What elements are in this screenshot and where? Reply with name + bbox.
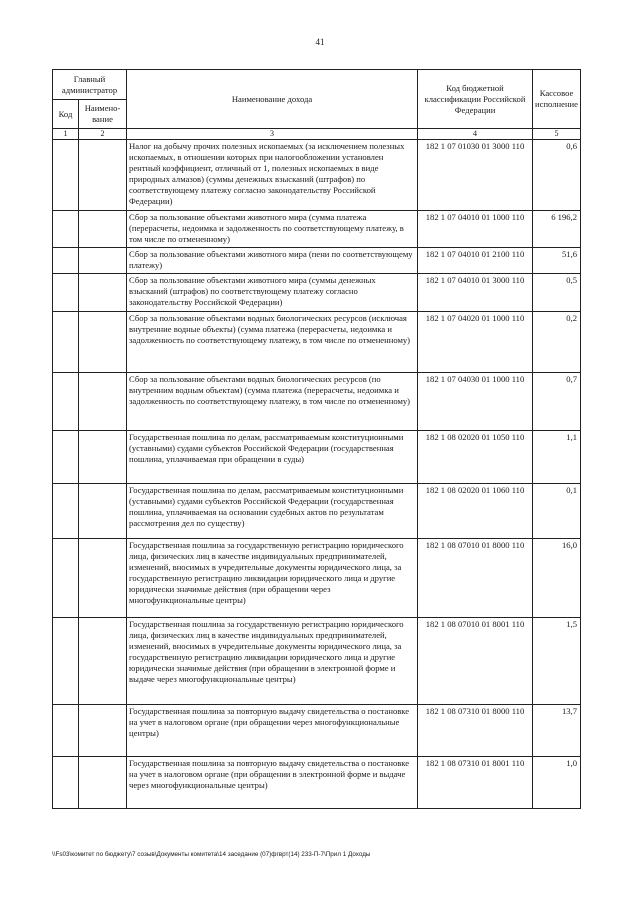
amount-cell: 16,0 — [533, 539, 581, 618]
table-row — [53, 484, 581, 539]
amount-cell: 1,5 — [533, 618, 581, 705]
budget-code-cell: 182 1 08 07310 01 8000 110 — [418, 705, 533, 757]
table-row — [53, 274, 581, 312]
income-table — [52, 69, 581, 809]
amount-cell: 0,5 — [533, 274, 581, 312]
income-name-cell: Государственная пошлина по делам, рассматриваемым конституционными (уставными) судами субъектов Российской Федерации (государственная пошлина, уплачиваемая при обращении в суды) — [127, 431, 418, 484]
table-row — [53, 431, 581, 484]
budget-code-cell: 182 1 07 04020 01 1000 110 — [418, 312, 533, 373]
amount-cell: 0,1 — [533, 484, 581, 539]
col-number: 1 — [53, 129, 79, 140]
budget-code-cell: 182 1 07 01030 01 3000 110 — [418, 140, 533, 211]
header-admin-group: Главный администратор — [53, 70, 127, 100]
header-admin-code: Код — [53, 100, 79, 129]
admin-code-cell — [53, 373, 79, 431]
page-number: 41 — [315, 37, 325, 47]
amount-cell: 6 196,2 — [533, 211, 581, 248]
income-name-cell: Государственная пошлина за повторную выдачу свидетельства о постановке на учет в налоговом органе (при обращении в электронной форме и выдаче через многофункциональные центры) — [127, 757, 418, 809]
income-name-cell: Государственная пошлина за повторную выдачу свидетельства о постановке на учет в налоговом органе (при обращении через многофункциональные центры) — [127, 705, 418, 757]
budget-code-cell: 182 1 07 04030 01 1000 110 — [418, 373, 533, 431]
income-name-cell: Государственная пошлина за государственную регистрацию юридического лица, физических лиц в качестве индивидуальных предпринимателей, изменений, вносимых в учредительные документы юридического лица, за государственную регистрацию ликвидации юридического лица и другие юридически значимые действия (при обращении в электронной форме и выдаче через многофункциональные центры) — [127, 618, 418, 705]
header-cash-execution: Кассовое исполнение — [533, 70, 581, 129]
col-number: 3 — [127, 129, 418, 140]
budget-code-cell: 182 1 08 02020 01 1050 110 — [418, 431, 533, 484]
admin-name-cell — [79, 539, 127, 618]
table-row — [53, 757, 581, 809]
admin-name-cell — [79, 618, 127, 705]
admin-code-cell — [53, 248, 79, 274]
file-path-footer: \\Fs03\комитет по бюджету\7 созыв\Документы комитета\14 заседание (07)фгврт(14) 233-П-7\Прил 1 Доходы — [52, 851, 371, 858]
amount-cell: 0,7 — [533, 373, 581, 431]
table-row — [53, 248, 581, 274]
col-number: 4 — [418, 129, 533, 140]
table-row — [53, 312, 581, 373]
header-budget-code: Код бюджетной классификации Российской Федерации — [418, 70, 533, 129]
amount-cell: 1,0 — [533, 757, 581, 809]
income-name-cell: Сбор за пользование объектами животного мира (пени по соответствующему платежу) — [127, 248, 418, 274]
admin-name-cell — [79, 484, 127, 539]
amount-cell: 0,2 — [533, 312, 581, 373]
amount-cell: 51,6 — [533, 248, 581, 274]
col-number: 2 — [79, 129, 127, 140]
income-name-cell: Сбор за пользование объектами животного мира (сумма платежа (перерасчеты, недоимка и задолженность по соответствующему платежу, в том числе по отмененному) — [127, 211, 418, 248]
table-row — [53, 211, 581, 248]
admin-code-cell — [53, 539, 79, 618]
budget-code-cell: 182 1 07 04010 01 1000 110 — [418, 211, 533, 248]
table-row — [53, 618, 581, 705]
table-row — [53, 539, 581, 618]
income-name-cell: Государственная пошлина за государственную регистрацию юридического лица, физических лиц в качестве индивидуальных предпринимателей, изменений, вносимых в учредительные документы юридического лица, за государственную регистрацию ликвидации юридического лица и другие юридически значимые действия (при обращении через многофункциональные центры) — [127, 539, 418, 618]
col-number: 5 — [533, 129, 581, 140]
admin-code-cell — [53, 211, 79, 248]
admin-name-cell — [79, 373, 127, 431]
table-row — [53, 373, 581, 431]
budget-code-cell: 182 1 08 07010 01 8000 110 — [418, 539, 533, 618]
admin-code-cell — [53, 140, 79, 211]
admin-name-cell — [79, 757, 127, 809]
income-name-cell: Сбор за пользование объектами животного мира (суммы денежных взысканий (штрафов) по соответствующему платежу согласно законодательству Российской Федерации) — [127, 274, 418, 312]
admin-name-cell — [79, 312, 127, 373]
amount-cell: 13,7 — [533, 705, 581, 757]
admin-code-cell — [53, 705, 79, 757]
budget-code-cell: 182 1 07 04010 01 2100 110 — [418, 248, 533, 274]
admin-code-cell — [53, 484, 79, 539]
admin-name-cell — [79, 248, 127, 274]
income-name-cell: Государственная пошлина по делам, рассматриваемым конституционными (уставными) судами субъектов Российской Федерации (государственная пошлина, уплачиваемая на основании судебных актов по результатам рассмотрения дел по существу) — [127, 484, 418, 539]
budget-code-cell: 182 1 08 02020 01 1060 110 — [418, 484, 533, 539]
admin-name-cell — [79, 431, 127, 484]
income-name-cell: Сбор за пользование объектами водных биологических ресурсов (исключая внутренние водные объекты) (сумма платежа (перерасчеты, недоимка и задолженность по соответствующему платежу, в том числе по отмененному) — [127, 312, 418, 373]
header-admin-name: Наимено-вание — [79, 100, 127, 129]
admin-name-cell — [79, 274, 127, 312]
budget-code-cell: 182 1 07 04010 01 3000 110 — [418, 274, 533, 312]
admin-name-cell — [79, 140, 127, 211]
admin-code-cell — [53, 618, 79, 705]
admin-name-cell — [79, 211, 127, 248]
income-name-cell: Налог на добычу прочих полезных ископаемых (за исключением полезных ископаемых, в отношении которых при налогообложении установлен рентный коэффициент, отличный от 1, полезных ископаемых в виде природных алмазов) (суммы денежных взысканий (штрафов) по соответствующему платежу согласно законодательству Российской Федерации) — [127, 140, 418, 211]
income-name-cell: Сбор за пользование объектами водных биологических ресурсов (по внутренним водным объектам) (сумма платежа (перерасчеты, недоимка и задолженность по соответствующему платежу, в том числе по отмененному) — [127, 373, 418, 431]
admin-name-cell — [79, 705, 127, 757]
table-row — [53, 705, 581, 757]
header-income-name: Наименование дохода — [127, 70, 418, 129]
budget-code-cell: 182 1 08 07310 01 8001 110 — [418, 757, 533, 809]
admin-code-cell — [53, 757, 79, 809]
admin-code-cell — [53, 274, 79, 312]
amount-cell: 1,1 — [533, 431, 581, 484]
amount-cell: 0,6 — [533, 140, 581, 211]
table-row — [53, 140, 581, 211]
admin-code-cell — [53, 431, 79, 484]
admin-code-cell — [53, 312, 79, 373]
budget-code-cell: 182 1 08 07010 01 8001 110 — [418, 618, 533, 705]
